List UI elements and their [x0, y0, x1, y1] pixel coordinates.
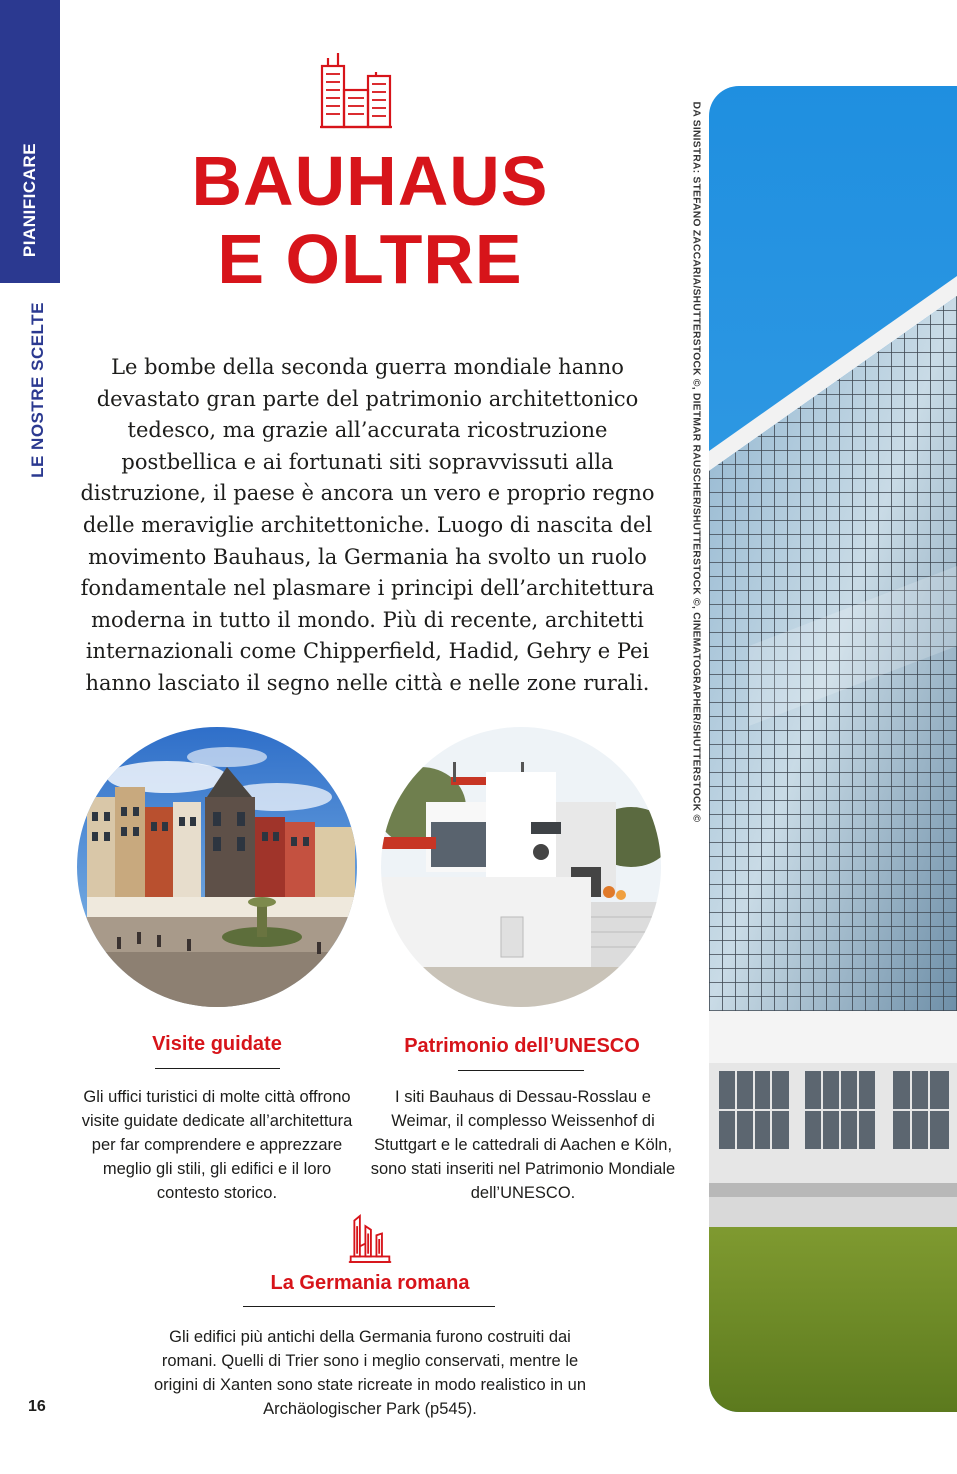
- page-number: 16: [28, 1398, 46, 1415]
- title-line-2: E OLTRE: [217, 220, 523, 298]
- weissenhof-house-photo: [381, 727, 661, 1007]
- feature-heading-unesco: Patrimonio dell’UNESCO: [404, 1035, 640, 1057]
- section-tab: [0, 0, 60, 283]
- aachen-square-photo: [77, 727, 357, 1007]
- feature-body-roman: Gli edifici più antichi della Germania furono costruiti dai romani. Quelli di Trier sono i meglio conservati, mentre le origini di Xanten sono state ricreate in modo realistico in un Archäologischer Park (p545).: [154, 1328, 586, 1418]
- feature-heading-roman: La Germania romana: [270, 1272, 470, 1294]
- feature-body-unesco: I siti Bauhaus di Dessau-Rosslau e Weimar, il complesso Weissenhof di Stuttgart e le cattedrali di Aachen e Köln, sono stati inseriti nel Patrimonio Mondiale dell’UNESCO.: [370, 1088, 676, 1202]
- photo-credit: DA SINISTRA: STEFANO ZACCARIA/SHUTTERSTOCK ©, DIETMAR RAUSCHER/SHUTTERSTOCK ©, CINEMATOGRAPHER/SHUTTERSTOCK ©: [690, 101, 702, 823]
- feature-rule-roman: [243, 1306, 495, 1307]
- subsection-label: LE NOSTRE SCELTE: [28, 302, 47, 478]
- ruins-icon: [347, 1213, 393, 1265]
- feature-rule-tours: [155, 1068, 280, 1069]
- feature-body-tours: Gli uffici turistici di molte città offrono visite guidate dedicate all’architettura per far comprendere e apprezzare meglio gli stili, gli edifici e il loro contesto storico.: [81, 1088, 353, 1202]
- buildings-icon: [318, 50, 394, 130]
- page-title: [130, 142, 610, 298]
- feature-rule-unesco: [458, 1070, 584, 1071]
- bauhaus-building-photo: [709, 86, 957, 1412]
- section-tab-label: PIANIFICARE: [20, 142, 39, 258]
- intro-paragraph: Le bombe della seconda guerra mondiale hanno devastato gran parte del patrimonio architettonico tedesco, ma grazie all’accurata ricostruzione postbellica e ai fortunati siti sopravvissuti alla distruzione, il paese è ancora un vero e proprio regno delle meraviglie architettoniche. Luogo di nascita del movimento Bauhaus, la Germania ha svolto un ruolo fondamentale nel plasmare i principi dell’architettura moderna in tutto il mondo. Più di recente, architetti internazionali come Chipperfield, Hadid, Gehry e Pei hanno lasciato il segno nelle città e nelle zone rurali.: [80, 355, 655, 695]
- feature-heading-tours: Visite guidate: [152, 1033, 282, 1055]
- title-line-1: BAUHAUS: [191, 142, 549, 220]
